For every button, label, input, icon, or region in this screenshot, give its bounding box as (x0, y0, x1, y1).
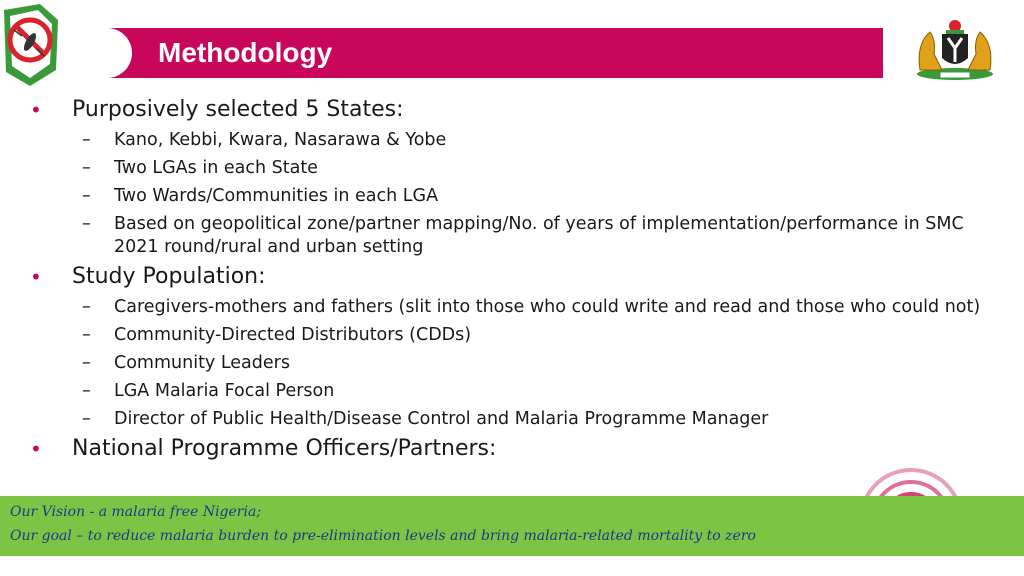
dash-icon: – (82, 353, 91, 373)
list-item: – Caregivers-mothers and fathers (slit into those who could write and read and those who could not) (82, 297, 981, 317)
section-heading: • National Programme Officers/Partners: (30, 436, 497, 461)
dash-icon: – (82, 409, 91, 429)
dash-icon: – (82, 297, 91, 317)
footer-goal: Our goal – to reduce malaria burden to pre-elimination levels and bring malaria-related mortality to zero (10, 528, 756, 544)
list-item: – Community Leaders (82, 353, 290, 373)
list-item: – Two Wards/Communities in each LGA (82, 186, 439, 206)
dash-icon: – (82, 325, 91, 345)
bullet-icon: • (30, 265, 42, 289)
section-heading: • Purposively selected 5 States: (30, 97, 404, 122)
dash-icon: – (82, 130, 91, 150)
bullet-icon: • (30, 437, 42, 461)
footer-band (0, 496, 1024, 556)
list-item: – Based on geopolitical zone/partner mapping/No. of years of implementation/performance in SMC 2021 round/rural and urban setting (82, 214, 964, 257)
list-item: – Kano, Kebbi, Kwara, Nasarawa & Yobe (82, 130, 447, 150)
bullet-icon: • (30, 98, 42, 122)
no-mosquito-logo-icon (0, 0, 62, 88)
coat-of-arms-icon (912, 14, 998, 82)
dash-icon: – (82, 381, 91, 401)
page-title: Methodology (158, 37, 333, 68)
list-item: – Two LGAs in each State (82, 158, 318, 178)
dash-icon: – (82, 214, 91, 234)
list-item: – Director of Public Health/Disease Control and Malaria Programme Manager (82, 409, 769, 429)
section-heading: • Study Population: (30, 264, 266, 289)
list-item: – LGA Malaria Focal Person (82, 381, 335, 401)
dash-icon: – (82, 158, 91, 178)
footer-vision: Our Vision - a malaria free Nigeria; (10, 504, 262, 520)
title-tab-decoration (62, 28, 132, 78)
dash-icon: – (82, 186, 91, 206)
list-item: – Community-Directed Distributors (CDDs) (82, 325, 472, 345)
content-body (28, 92, 988, 463)
